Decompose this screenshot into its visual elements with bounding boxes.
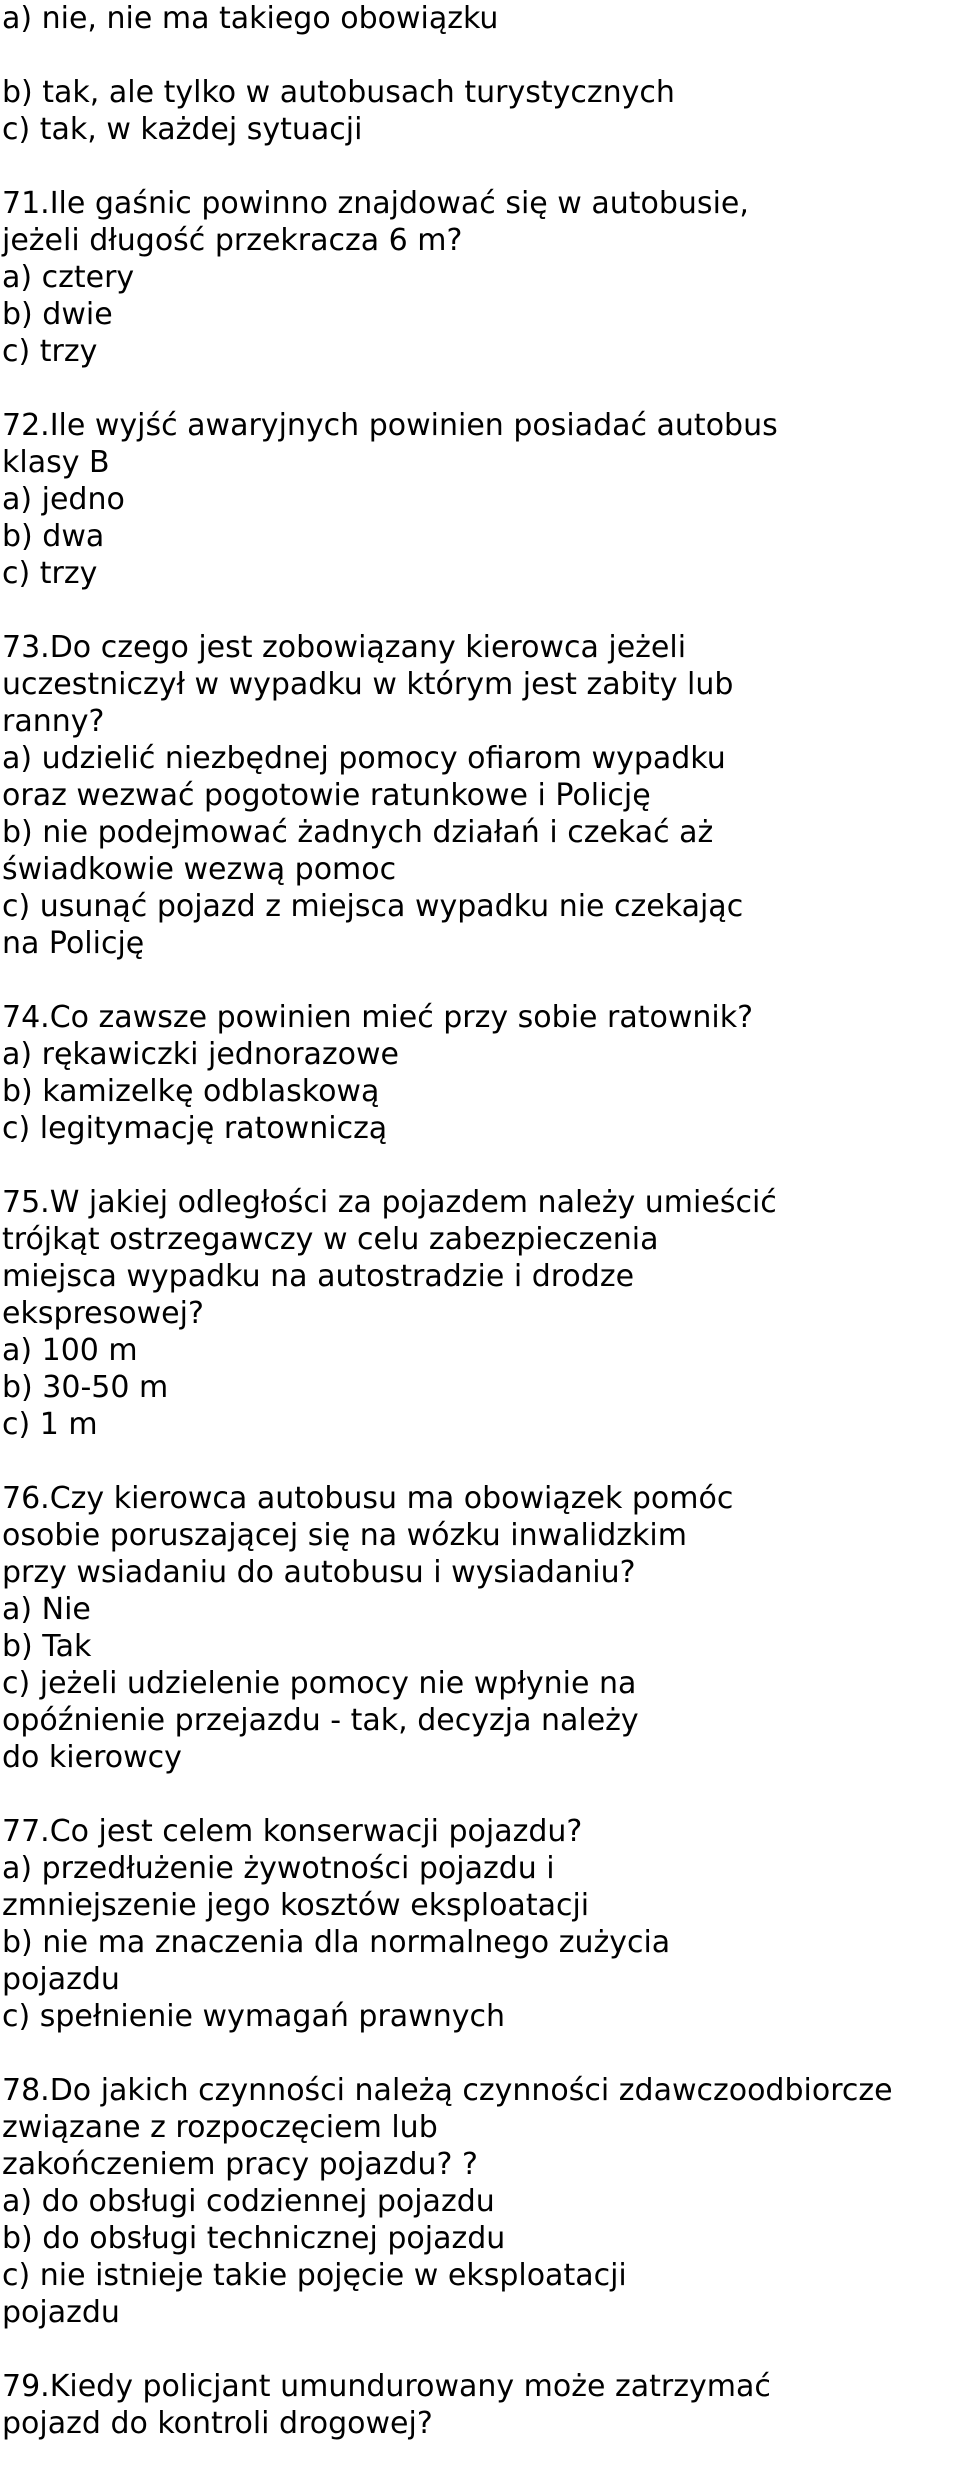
- block-gap: [2, 1147, 960, 1184]
- question-text: 73.Do czego jest zobowiązany kierowca jeżeli: [2, 630, 687, 665]
- question-79: [2, 2368, 960, 2442]
- question-73: [2, 629, 960, 962]
- answer-option: zmniejszenie jego kosztów eksploatacji: [2, 1888, 590, 1923]
- answer-option: a) rękawiczki jednorazowe: [2, 1037, 400, 1072]
- question-71: [2, 185, 960, 370]
- answer-option: oraz wezwać pogotowie ratunkowe i Policję: [2, 778, 651, 813]
- answer-option: b) Tak: [2, 1629, 92, 1664]
- answer-option: c) trzy: [2, 334, 98, 369]
- answer-option: c) trzy: [2, 556, 98, 591]
- question-74: [2, 999, 960, 1147]
- question-text: pojazd do kontroli drogowej?: [2, 2406, 433, 2441]
- answer-line: c) tak, w każdej sytuacji: [2, 112, 363, 147]
- answer-line: a) nie, nie ma takiego obowiązku: [2, 1, 499, 36]
- block-gap: [2, 148, 960, 185]
- answer-option: b) kamizelkę odblaskową: [2, 1074, 380, 1109]
- answer-option: do kierowcy: [2, 1740, 182, 1775]
- question-text: 72.Ile wyjść awaryjnych powinien posiadać autobus: [2, 408, 778, 443]
- question-text: jeżeli długość przekracza 6 m?: [2, 223, 463, 258]
- question-text: uczestniczył w wypadku w którym jest zabity lub: [2, 667, 734, 702]
- block-gap: [2, 37, 960, 74]
- block-gap: [2, 592, 960, 629]
- answer-option: a) jedno: [2, 482, 125, 517]
- block-gap: [2, 1443, 960, 1480]
- question-text: 71.Ile gaśnic powinno znajdować się w autobusie,: [2, 186, 749, 221]
- answer-option: pojazdu: [2, 1962, 120, 1997]
- answer-option: opóźnienie przejazdu - tak, decyzja należy: [2, 1703, 639, 1738]
- answer-option: a) do obsługi codziennej pojazdu: [2, 2184, 495, 2219]
- answer-option: c) 1 m: [2, 1407, 98, 1442]
- answer-option: b) nie podejmować żadnych działań i czekać aż: [2, 815, 714, 850]
- answer-option: b) dwie: [2, 297, 113, 332]
- answer-option: a) przedłużenie żywotności pojazdu i: [2, 1851, 555, 1886]
- question-76: [2, 1480, 960, 1776]
- answer-option: na Policję: [2, 926, 145, 961]
- answer-option: b) nie ma znaczenia dla normalnego zużycia: [2, 1925, 671, 1960]
- answer-option: b) do obsługi technicznej pojazdu: [2, 2221, 506, 2256]
- question-text: osobie poruszającej się na wózku inwalidzkim: [2, 1518, 687, 1553]
- answer-option: c) usunąć pojazd z miejsca wypadku nie czekając: [2, 889, 744, 924]
- answer-option: świadkowie wezwą pomoc: [2, 852, 397, 887]
- question-72: [2, 407, 960, 592]
- block-gap: [2, 962, 960, 999]
- answer-fragment: [2, 74, 960, 148]
- answer-option: pojazdu: [2, 2295, 120, 2330]
- answer-line: b) tak, ale tylko w autobusach turystycznych: [2, 75, 675, 110]
- block-gap: [2, 2035, 960, 2072]
- question-text: miejsca wypadku na autostradzie i drodze: [2, 1259, 635, 1294]
- question-text: ranny?: [2, 704, 105, 739]
- question-text: zakończeniem pracy pojazdu? ?: [2, 2147, 478, 2182]
- block-gap: [2, 2331, 960, 2368]
- answer-option: a) cztery: [2, 260, 135, 295]
- question-text: 75.W jakiej odległości za pojazdem należy umieścić: [2, 1185, 777, 1220]
- question-77: [2, 1813, 960, 2035]
- question-text: przy wsiadaniu do autobusu i wysiadaniu?: [2, 1555, 636, 1590]
- question-text: 74.Co zawsze powinien mieć przy sobie ratownik?: [2, 1000, 754, 1035]
- answer-option: b) 30-50 m: [2, 1370, 169, 1405]
- answer-option: c) legitymację ratowniczą: [2, 1111, 388, 1146]
- question-text: 78.Do jakich czynności należą czynności zdawczoodbiorcze: [2, 2073, 893, 2108]
- question-text: 76.Czy kierowca autobusu ma obowiązek pomóc: [2, 1481, 734, 1516]
- question-text: ekspresowej?: [2, 1296, 204, 1331]
- question-75: [2, 1184, 960, 1443]
- answer-option: a) udzielić niezbędnej pomocy ofiarom wypadku: [2, 741, 726, 776]
- question-78: [2, 2072, 960, 2331]
- block-gap: [2, 370, 960, 407]
- question-text: klasy B: [2, 445, 110, 480]
- answer-option: c) jeżeli udzielenie pomocy nie wpłynie na: [2, 1666, 637, 1701]
- question-text: trójkąt ostrzegawczy w celu zabezpieczenia: [2, 1222, 659, 1257]
- question-text: 77.Co jest celem konserwacji pojazdu?: [2, 1814, 583, 1849]
- question-text: związane z rozpoczęciem lub: [2, 2110, 438, 2145]
- answer-option: c) nie istnieje takie pojęcie w eksploatacji: [2, 2258, 627, 2293]
- question-text: 79.Kiedy policjant umundurowany może zatrzymać: [2, 2369, 771, 2404]
- answer-option: a) 100 m: [2, 1333, 138, 1368]
- answer-option: b) dwa: [2, 519, 105, 554]
- block-gap: [2, 1776, 960, 1813]
- answer-option: a) Nie: [2, 1592, 91, 1627]
- answer-fragment: [2, 0, 960, 37]
- answer-option: c) spełnienie wymagań prawnych: [2, 1999, 505, 2034]
